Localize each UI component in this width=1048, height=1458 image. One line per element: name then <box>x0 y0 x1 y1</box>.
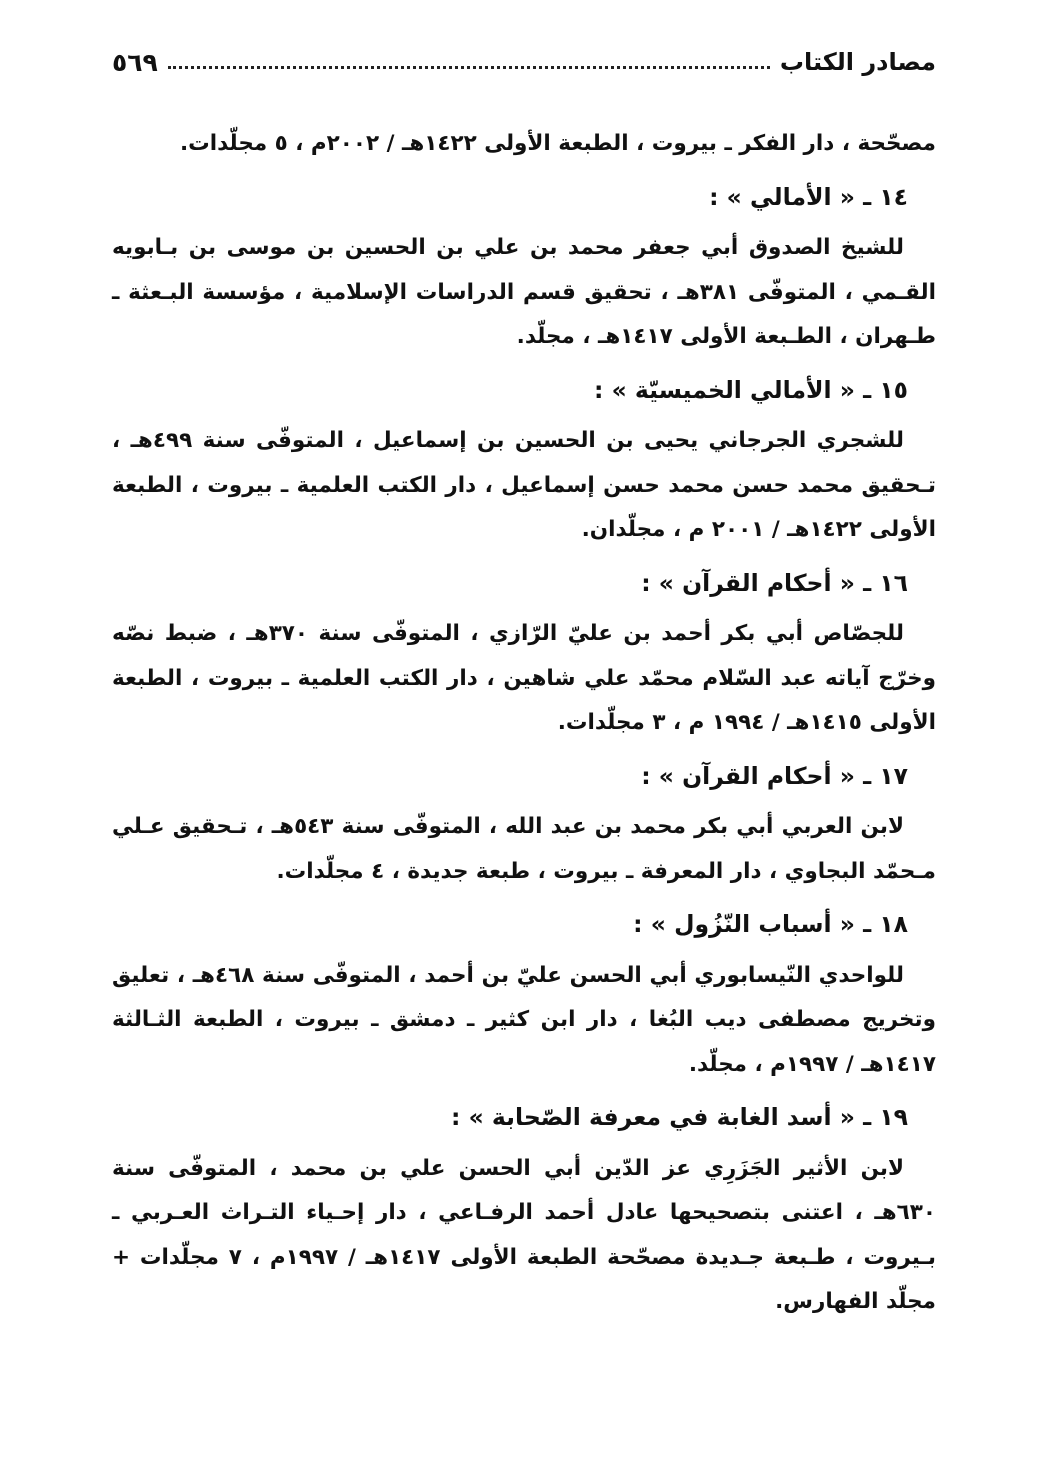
entry-body: لابن الأثير الجَزَرِي عز الدّين أبي الحسن علي بن محمد ، المتوفّى سنة ٦٣٠هـ ، اعتنى بتصحيحها عادل أحمد الرفـاعي ، دار إحـياء التـراث العـربي ـ بـيروت ، طـبعة جـديدة مصحّحة الطبعة الأولى ١٤١٧هـ / ١٩٩٧م ، ٧ مجلّدات + مجلّد الفهارس. <box>112 1155 936 1314</box>
entry-body: للواحدي النّيسابوري أبي الحسن عليّ بن أحمد ، المتوفّى سنة ٤٦٨هـ ، تعليق وتخريج مصطفى ديب البُغا ، دار ابن كثير ـ دمشق ـ بيروت ، الطبعة الثـالثة ١٤١٧هـ / ١٩٩٧م ، مجلّد. <box>112 962 936 1077</box>
continuation-paragraph: مصحّحة ، دار الفكر ـ بيروت ، الطبعة الأولى ١٤٢٢هـ / ٢٠٠٢م ، ٥ مجلّدات. <box>179 131 936 156</box>
running-header <box>112 40 936 84</box>
entry-heading: ١٥ ـ « الأمالي الخميسيّة » : <box>593 375 908 404</box>
running-header-title: مصادر الكتاب <box>779 48 936 76</box>
entry-body: لابن العربي أبي بكر محمد بن عبد الله ، المتوفّى سنة ٥٤٣هـ ، تـحقيق عـلي مـحمّد البجاوي ، دار المعرفة ـ بيروت ، طبعة جديدة ، ٤ مجلّدات. <box>112 814 936 884</box>
reference-entry <box>112 1095 936 1325</box>
entry-heading: ١٧ ـ « أحكام القرآن » : <box>641 761 908 790</box>
page-number: ٥٦٩ <box>112 47 158 77</box>
reference-entry <box>112 902 936 1087</box>
page-body <box>112 122 936 1325</box>
reference-entry <box>112 561 936 746</box>
entry-body: للجصّاص أبي بكر أحمد بن عليّ الرّازي ، المتوفّى سنة ٣٧٠هـ ، ضبط نصّه وخرّج آياته عبد السّلام محمّد علي شاهين ، دار الكتب العلمية ـ بيروت ، الطبعة الأولى ١٤١٥هـ / ١٩٩٤ م ، ٣ مجلّدات. <box>112 621 936 735</box>
entry-heading: ١٤ ـ « الأمالي » : <box>709 182 908 211</box>
entry-body: للشجري الجرجاني يحيى بن الحسين بن إسماعيل ، المتوفّى سنة ٤٩٩هـ ، تـحقيق محمد حسن محمد حسن إسماعيل ، دار الكتب العلمية ـ بيروت ، الطبعة الأولى ١٤٢٢هـ / ٢٠٠١ م ، مجلّدان. <box>112 428 936 542</box>
reference-entry <box>112 175 936 360</box>
dotted-leader <box>168 56 770 69</box>
entry-heading: ١٦ ـ « أحكام القرآن » : <box>641 568 908 597</box>
entry-body: للشيخ الصدوق أبي جعفر محمد بن علي بن الحسين بن موسى بن بـابويه القـمي ، المتوفّى ٣٨١هـ ، تحقيق قسم الدراسات الإسلامية ، مؤسسة البـعثة ـ طـهران ، الطـبعة الأولى ١٤١٧هـ ، مجلّد. <box>112 235 937 349</box>
entry-heading: ١٨ ـ « أسباب النّزُول » : <box>633 910 908 938</box>
entry-heading: ١٩ ـ « أسد الغابة في معرفة الصّحابة » : <box>450 1103 908 1131</box>
reference-entry <box>112 368 936 553</box>
reference-entry <box>112 754 936 895</box>
